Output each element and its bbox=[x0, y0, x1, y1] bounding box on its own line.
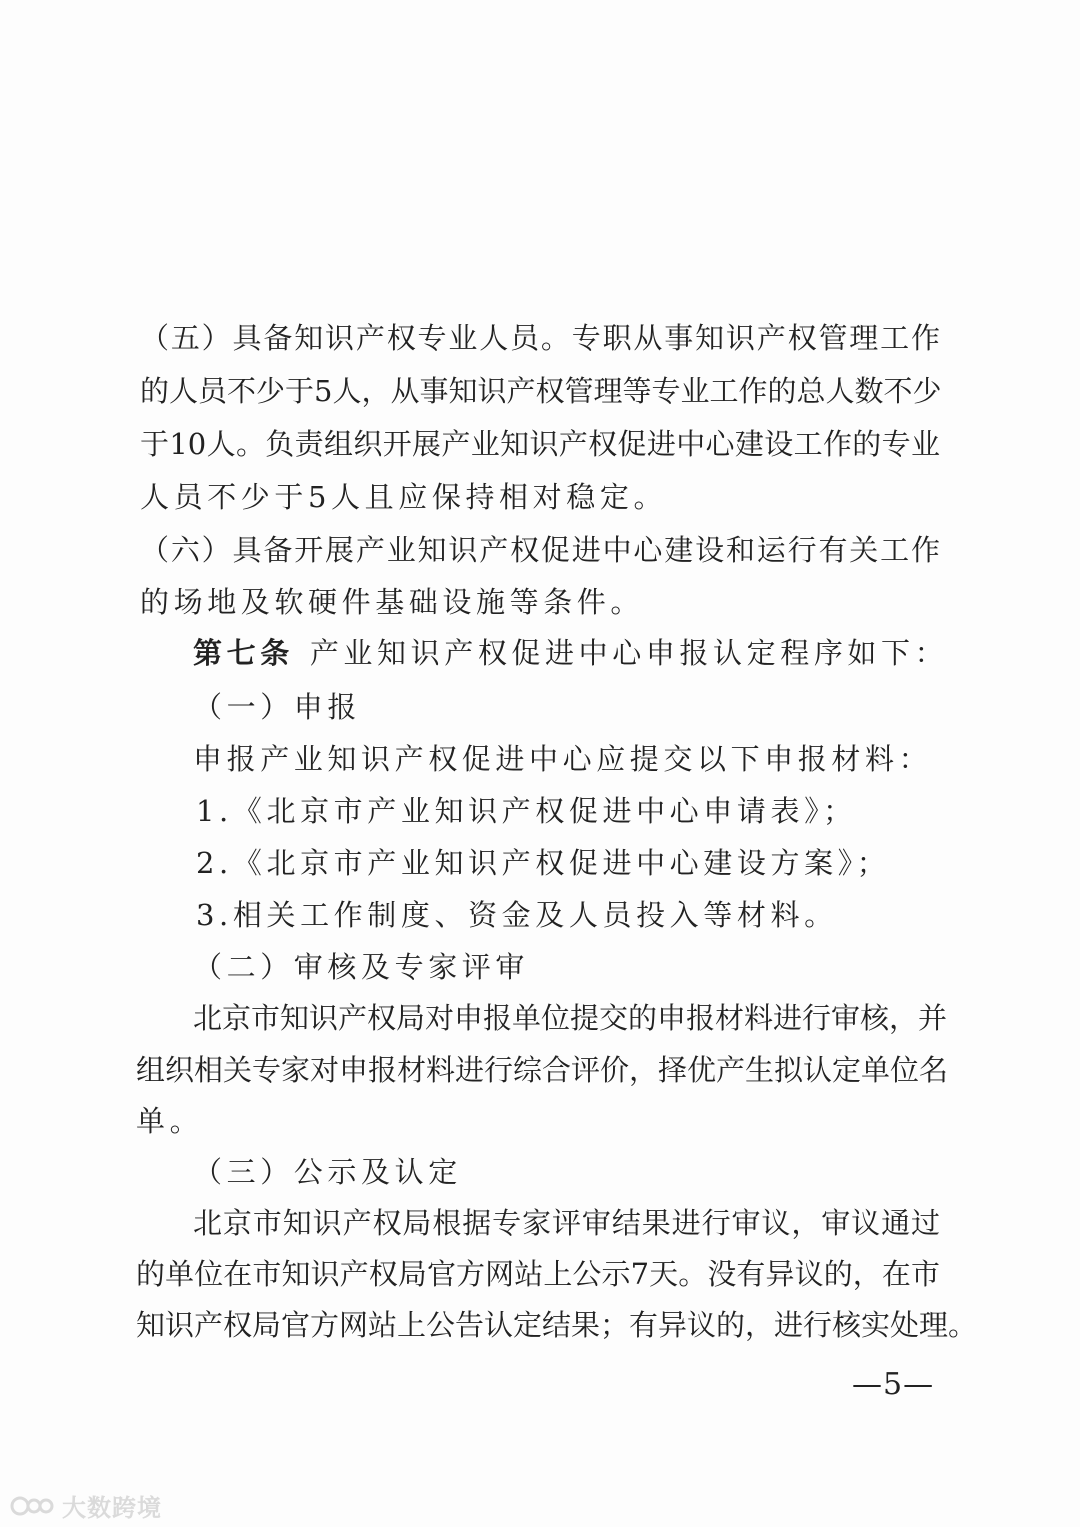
clause-5-line-4: 人员不少于5人且应保持相对稳定。 bbox=[140, 480, 668, 514]
section-3-line-1: 北京市知识产权局根据专家评审结果进行审议，审议通过 bbox=[193, 1206, 940, 1240]
section-1-intro: 申报产业知识产权促进中心应提交以下申报材料： bbox=[193, 742, 933, 776]
section-3-line-3: 知识产权局官方网站上公告认定结果；有异议的，进行核实处理。 bbox=[136, 1308, 978, 1342]
clause-6-line-1: （六）具备开展产业知识产权促进中心建设和运行有关工作 bbox=[140, 533, 940, 567]
section-1-item-3: 3.相关工作制度、资金及人员投入等材料。 bbox=[196, 898, 838, 932]
article-7-text: 产业知识产权促进中心申报认定程序如下： bbox=[309, 636, 949, 670]
page-number: —5— bbox=[852, 1367, 935, 1402]
section-3-title: （三）公示及认定 bbox=[193, 1155, 462, 1189]
watermark-text: 大数跨境 bbox=[62, 1493, 162, 1522]
watermark bbox=[10, 1489, 162, 1521]
clause-5-line-1: （五）具备知识产权专业人员。专职从事知识产权管理工作 bbox=[140, 321, 940, 355]
section-1-item-2: 2.《北京市产业知识产权促进中心建设方案》； bbox=[196, 846, 891, 880]
section-2-line-2: 组织相关专家对申报材料进行综合评价，择优产生拟认定单位名 bbox=[136, 1053, 949, 1087]
section-2-title: （二）审核及专家评审 bbox=[193, 950, 530, 984]
article-7-heading-row bbox=[193, 633, 948, 673]
section-1-item-1: 1.《北京市产业知识产权促进中心申请表》； bbox=[196, 794, 857, 828]
clause-6-line-2: 的场地及软硬件基础设施等条件。 bbox=[140, 585, 645, 619]
section-2-line-1: 北京市知识产权局对申报单位提交的申报材料进行审核，并 bbox=[193, 1001, 948, 1035]
section-1-title: （一）申报 bbox=[193, 690, 362, 724]
clause-5-line-3: 于10人。负责组织开展产业知识产权促进中心建设工作的专业 bbox=[140, 427, 940, 461]
watermark-logo-icon bbox=[10, 1491, 56, 1519]
clause-5-line-2: 的人员不少于5人，从事知识产权管理等专业工作的总人数不少 bbox=[140, 374, 942, 408]
article-7-label: 第七条 bbox=[193, 636, 294, 670]
section-2-line-3: 单。 bbox=[136, 1104, 204, 1138]
section-3-line-2: 的单位在市知识产权局官方网站上公示7天。没有异议的，在市 bbox=[136, 1257, 940, 1291]
